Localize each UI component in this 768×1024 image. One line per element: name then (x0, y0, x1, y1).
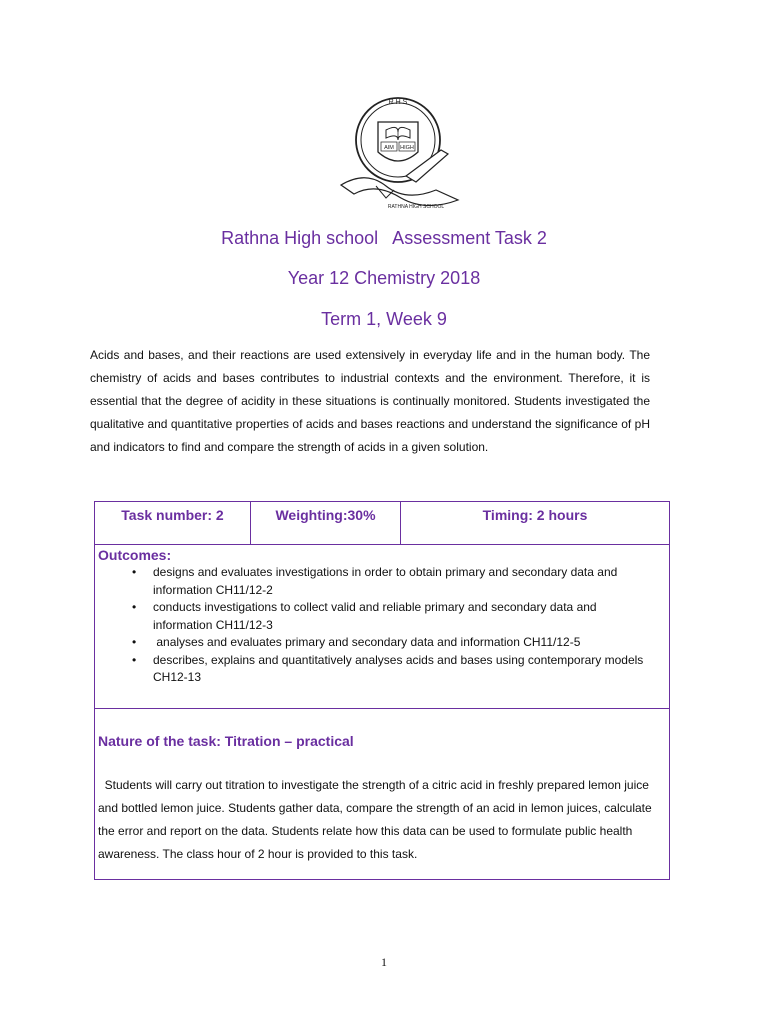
crest-right-text: HIGH (400, 145, 414, 151)
nature-title: Nature of the task: Titration – practical (98, 733, 354, 749)
page-number: 1 (381, 955, 387, 969)
task-info-row (95, 502, 669, 545)
outcome-text: conducts investigations to collect valid and reliable primary and secondary data and information CH11/12-3 (153, 600, 597, 632)
crest-ribbon-text: RATHNA HIGH SCHOOL (387, 204, 445, 210)
weighting-cell: Weighting:30% (251, 502, 401, 544)
crest-top-text: R H S (388, 99, 408, 106)
intro-paragraph: Acids and bases, and their reactions are used extensively in everyday life and in the human body. The chemistry of acids and bases contributes to industrial contexts and the environment. Therefore, it is essential that the degree of acidity in these situations is continually monitored. Students investigated the qualitative and quantitative properties of acids and bases reactions and understand the significance of pH and indicators to find and compare the strength of acids in a given solution. (90, 348, 650, 454)
list-item: • describes, explains and quantitatively analyses acids and bases using contemporary models CH12-13 (132, 652, 644, 684)
outcomes-row (95, 544, 669, 709)
outcome-text: analyses and evaluates primary and secondary data and information CH11/12-5 (153, 635, 581, 649)
page-title: Rathna High school Assessment Task 2 (221, 228, 547, 248)
term-title: Term 1, Week 9 (321, 309, 447, 329)
nature-body: Students will carry out titration to investigate the strength of a citric acid in freshly prepared lemon juice and bottled lemon juice. Students gather data, compare the strength of an acid in lemon juices, calculate the error and report on the data. Students relate how this data can be used to formulate public health awareness. The class hour of 2 hour is provided to this task. (98, 778, 656, 861)
school-crest-icon (336, 90, 466, 215)
outcome-text: designs and evaluates investigations in order to obtain primary and secondary data and information CH11/12-2 (153, 565, 618, 597)
outcomes-title: Outcomes: (98, 547, 172, 563)
task-number-cell: Task number: 2 (95, 502, 251, 544)
timing-cell: Timing: 2 hours (482, 507, 588, 523)
crest-left-text: AIM (384, 145, 394, 151)
list-item: • designs and evaluates investigations in order to obtain primary and secondary data and information CH11/12-2 (132, 565, 618, 597)
outcome-text: describes, explains and quantitatively analyses acids and bases using contemporary models CH12-13 (153, 652, 644, 684)
list-item: • conducts investigations to collect valid and reliable primary and secondary data and information CH11/12-3 (132, 600, 597, 632)
outcomes-list (95, 564, 655, 687)
nature-row (95, 708, 669, 879)
task-table (94, 501, 670, 880)
list-item: • analyses and evaluates primary and secondary data and information CH11/12-5 (132, 635, 581, 649)
course-title: Year 12 Chemistry 2018 (287, 268, 481, 288)
